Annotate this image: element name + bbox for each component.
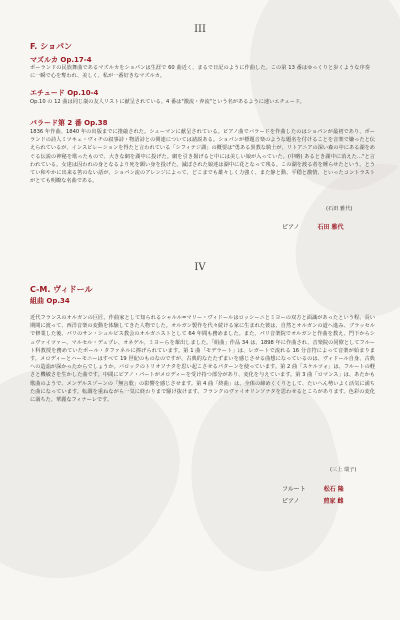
performer-role: ピアノ [282, 224, 300, 231]
performer-role: ピアノ [282, 498, 300, 505]
work-description: 近代フランスのオルガンの巨匠、作曲家として知られるシャルル=マリー・ヴィドールはロッシーニとミヨーの双方と面識があったという程、長い期間に渡って、西洋音楽の変動を体験してきた人物でした。オルガン製作を代々続ける家に生まれた彼は、自然とオルガンの道へ進み、ブラッセルで修業した後、パリのサン・シュルピス教会のオルガニストとして 64 年間も務めました。また、パリ音楽院でオルガンと作曲を教え、門下からシュヴァイツァー、マルセル・デュプレ、オネゲル、ミヨーらを輩出しました。「組曲」作品 34 は、1898 年に作曲され、音楽院の同僚としてフルート科教授を務めていたポール・タファネルに捧げられています。第 1 曲「モデラート」は、レガートで流れる 16 分音符によって音楽が始まります。メロディーとハーモニーはすべて 19 世紀のものなのですが、古典的なたたずまいを感じさせる曲想になっているのは、ヴィドール自身、古典への造詣が深かったからでしょうか。バロックのトリオソナタを思い起こさせるパターンを使っています。第 2 曲「スケルツォ」は、フルートの軽さと機敏さを生かした曲です。中間にピアノ・パートがメロディーを受け持つ部分があり、変化を与えています。第 3 曲「ロマンス」は、あたかも歌曲のようで、メンデルスゾーンの「無言歌」の影響を感じさせます。第 4 曲「終曲」は、全体の締めくくりとして、たいへん勢いよく活気に満ちた曲になっています。転調を重ねながら一気に終わりまで駆け抜けます。フランクのヴァイオリンソナタを思わせるところがあります。色彩の変化に満ちた、華麗なフィナーレです。 [30, 315, 375, 404]
work-title: バラード第 2 番 Op.38 [30, 119, 108, 127]
performer-credit [282, 484, 344, 493]
performer-credit [282, 222, 344, 231]
section-numeral: IV [194, 262, 206, 273]
composer-name: C-M. ヴィドール [30, 285, 93, 294]
work-description: Op.10 の 12 曲は同じ歳の友人リストに献呈されている。4 番は"激流・奔流"という名があるように速いエチュード。 [30, 99, 305, 105]
work-title: 組曲 Op.34 [30, 297, 70, 305]
work-title: マズルカ Op.17-4 [30, 56, 92, 64]
performer-name: 石田 雅代 [317, 224, 344, 231]
note-author: (石田 雅代) [326, 206, 353, 212]
performer-name: 松石 隆 [323, 486, 344, 493]
composer-name: F. ショパン [30, 42, 72, 51]
performer-name: 煎家 雌 [323, 498, 344, 505]
performer-credit [282, 496, 344, 505]
work-description: ポーランドの民族舞曲であるマズルカをショパンは生涯で 60 曲近く、まるで日記のように作曲した。この第 13 番はゆっくりと歩くような序奏に一瞬で心を奪われ、美しく、私が一番好きなマズルカ。 [30, 65, 370, 80]
work-title: エチュード Op.10-4 [30, 89, 99, 97]
note-author: (三上 瑞子) [330, 467, 357, 473]
section-numeral: III [194, 24, 206, 35]
work-description: 1836 年作曲、1840 年の出版までに推敲された。シューマンに献呈されている。ピアノ曲でバラードを作曲したのはショパンが最初であり、ポーランドの詩人ミツキェ・ヴィチの叙事詩・物語詩との関連については諸説ある。ショパンが標題音楽のような題名を付けることを音楽で嫌ったと伝えられているが、インスピレーションを得たと言われている「シフィテジ湖」の概要は"勇ある異教な騎士が、リトアニアの深い森の中にある湖をめぐる伝説の神秘を歌ったもので、大きな網を湖中に投げた。網を引き揚げると中には美しい娘が入っていた。(中略) あるとき湖中に消えた…"と言われている。女達は囚われの身となるより死を願い身を投げた。滅ぼされた娘達は湖中に花となって残る。この湖を渡る者を睡らせたという。とうてい和やかに出来る筈のない話が、ショパン流のアレンジによって、どこまでも雄々しく力強く、また静と動、平穏と激情、といったコントラストがとても明瞭な名曲である。 [30, 129, 375, 185]
performer-role: フルート [282, 486, 306, 493]
